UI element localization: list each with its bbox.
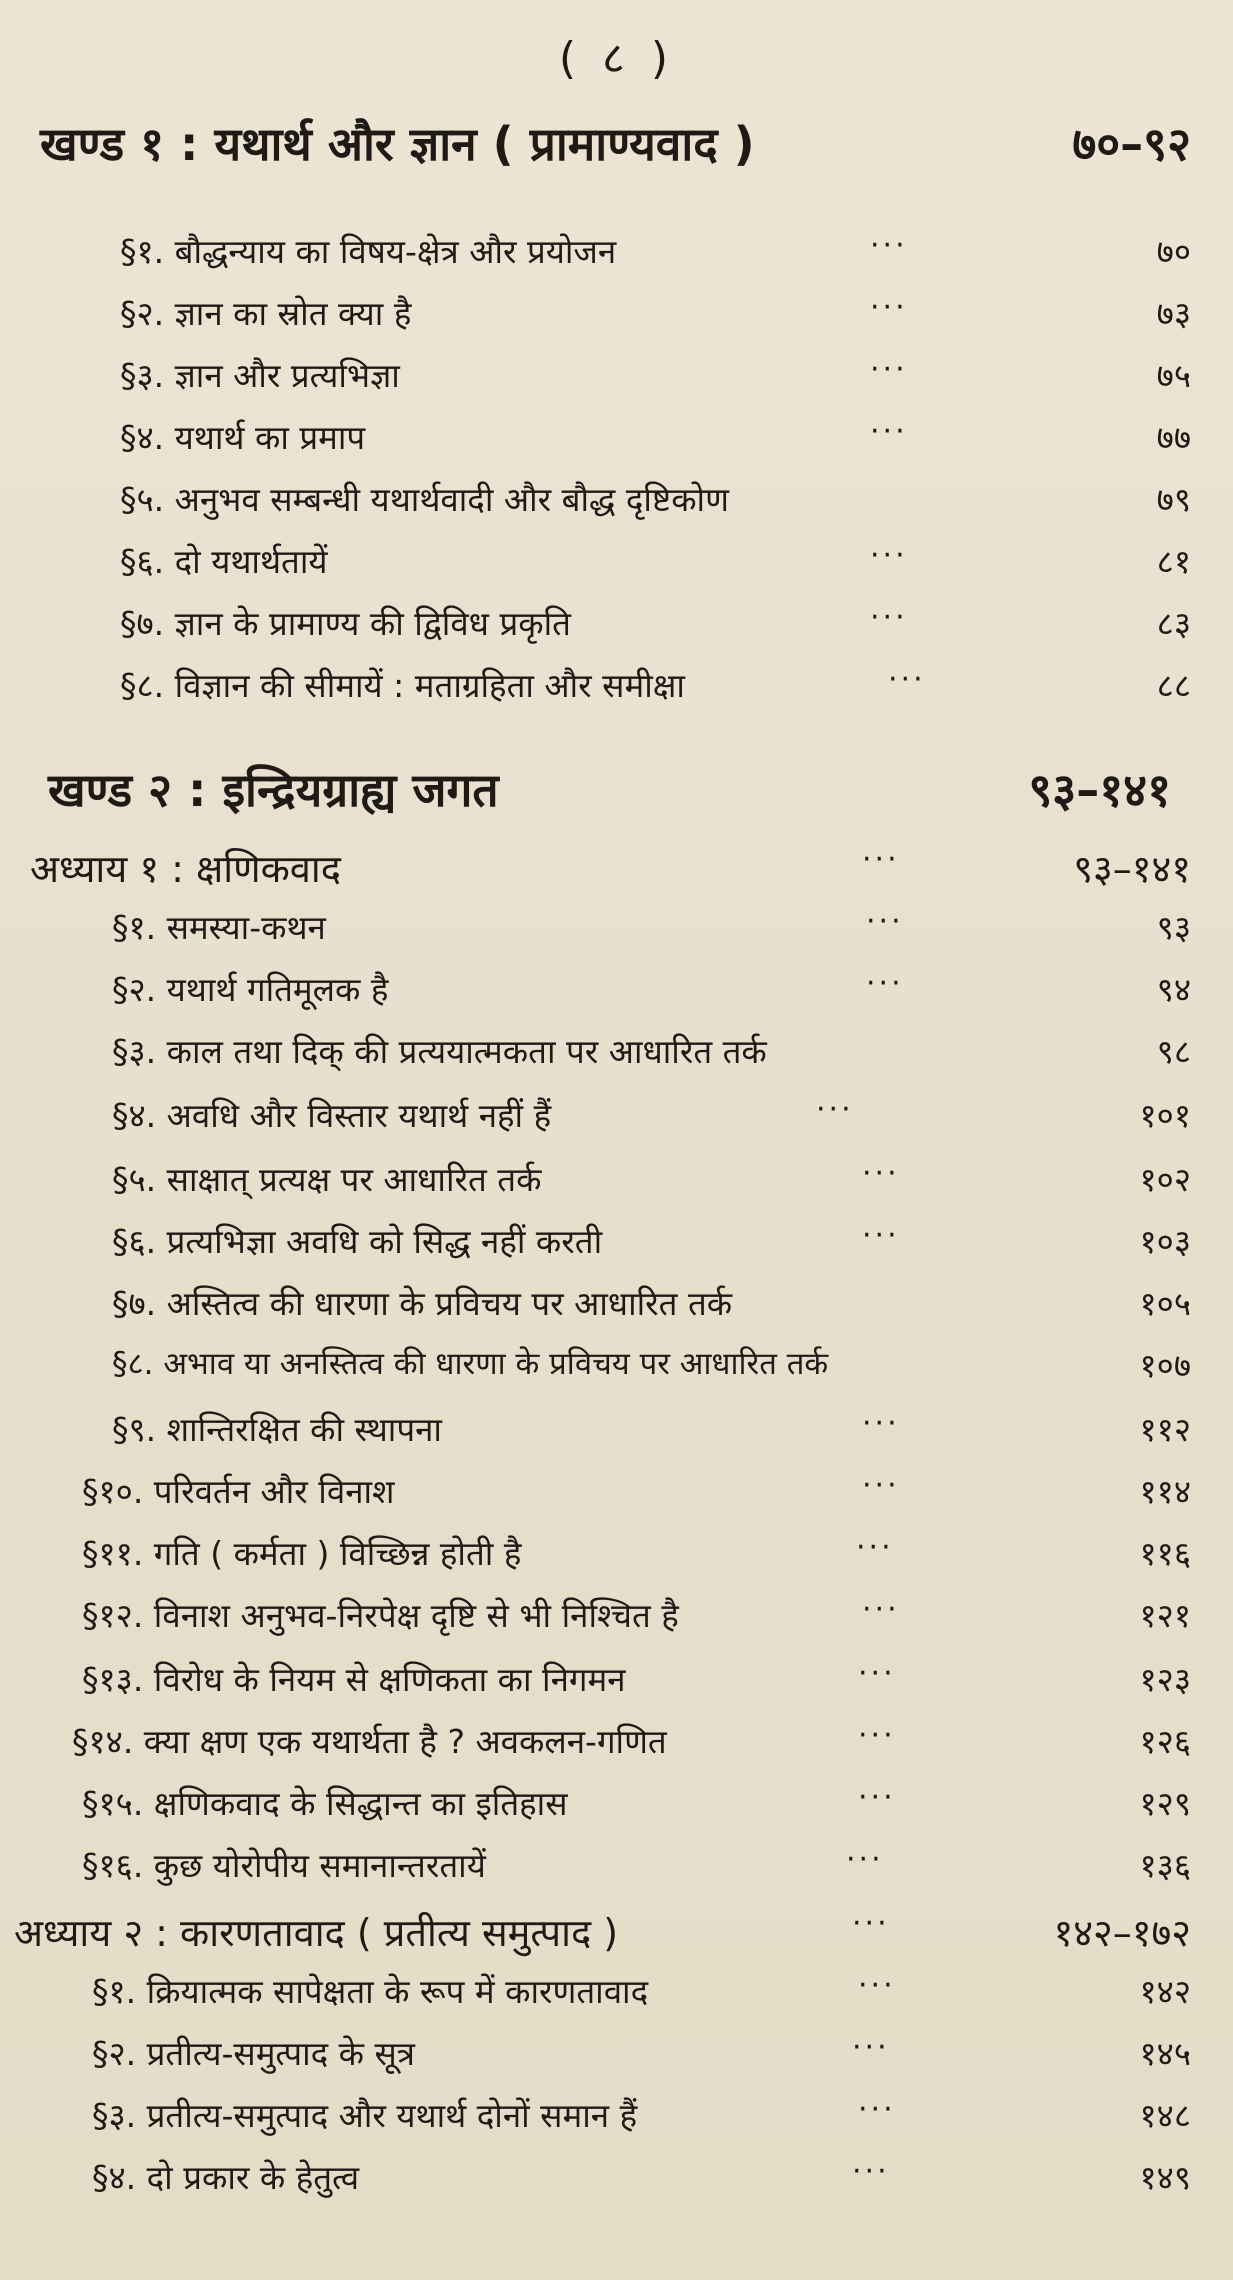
toc-entry-page: १२९ (1139, 1784, 1191, 1823)
leader-dots: ··· (862, 1218, 900, 1253)
toc-entry-page: १३६ (1139, 1846, 1191, 1885)
toc-entry-title: §२. ज्ञान का स्रोत क्या है (120, 294, 412, 333)
leader-dots: ··· (858, 1968, 896, 2003)
toc-entry-page: १२६ (1139, 1722, 1191, 1761)
leader-dots: ··· (870, 414, 908, 449)
toc-entry (0, 1092, 1233, 1142)
toc-entry-title: §३. ज्ञान और प्रत्यभिज्ञा (120, 356, 400, 395)
adhyaya-heading (0, 1906, 1233, 1956)
toc-entry-page: ८८ (1156, 666, 1191, 705)
toc-entry-page: १२३ (1139, 1660, 1191, 1699)
adhyaya-pages: ९३–१४१ (1073, 847, 1191, 891)
leader-dots: ··· (870, 538, 908, 573)
toc-entry (0, 600, 1233, 650)
leader-dots: ··· (858, 1780, 896, 1815)
toc-entry-title: §५. अनुभव सम्बन्धी यथार्थवादी और बौद्ध दृष्टिकोण (120, 480, 729, 519)
khanda-heading (0, 112, 1233, 171)
toc-entry-title: §५. साक्षात् प्रत्यक्ष पर आधारित तर्क (112, 1160, 542, 1199)
page-number: ( ८ ) (558, 33, 675, 84)
toc-entry-title: §२. यथार्थ गतिमूलक है (112, 970, 389, 1009)
toc-entry (0, 1842, 1233, 1892)
toc-entry-page: ७७ (1156, 418, 1191, 457)
leader-dots: ··· (862, 1468, 900, 1503)
toc-entry (0, 476, 1233, 526)
toc-entry (0, 1718, 1233, 1768)
toc-entry (0, 1780, 1233, 1830)
toc-entry-page: १०७ (1139, 1346, 1191, 1385)
leader-dots: ··· (862, 1156, 900, 1191)
toc-entry-title: §९. शान्तिरक्षित की स्थापना (112, 1410, 442, 1449)
adhyaya-pages: १४२–१७२ (1053, 1911, 1191, 1955)
leader-dots: ··· (870, 228, 908, 263)
leader-dots: ··· (888, 662, 926, 697)
leader-dots: ··· (852, 1906, 890, 1941)
leader-dots: ··· (858, 1718, 896, 1753)
toc-entry-page: ११६ (1139, 1534, 1191, 1573)
toc-entry-title: §३. प्रतीत्य-समुत्पाद और यथार्थ दोनों समान हैं (92, 2096, 638, 2135)
toc-entry-page: १०२ (1139, 1160, 1191, 1199)
toc-entry-title: §१. समस्या-कथन (112, 908, 326, 947)
toc-entry-page: ७५ (1156, 356, 1191, 395)
toc-entry-page: १४८ (1139, 2096, 1191, 2135)
toc-entry-page: १०१ (1139, 1096, 1191, 1135)
toc-entry-title: §६. दो यथार्थतायें (120, 542, 328, 581)
toc-entry (0, 352, 1233, 402)
khanda-pages: ७०–९२ (1072, 117, 1191, 171)
toc-entry (0, 1968, 1233, 2018)
toc-entry-page: १२१ (1139, 1596, 1191, 1635)
toc-entry (0, 2092, 1233, 2142)
toc-entry-title: §१. क्रियात्मक सापेक्षता के रूप में कारणतावाद (92, 1972, 649, 2011)
toc-entry-page: १०३ (1139, 1222, 1191, 1261)
toc-entry (0, 966, 1233, 1016)
leader-dots: ··· (862, 1406, 900, 1441)
adhyaya-heading (0, 842, 1233, 892)
toc-entry (0, 1592, 1233, 1642)
toc-entry (0, 414, 1233, 464)
toc-entry-title: §१६. कुछ योरोपीय समानान्तरतायें (82, 1846, 486, 1885)
toc-entry-page: ८३ (1156, 604, 1191, 643)
toc-entry-title: §३. काल तथा दिक् की प्रत्ययात्मकता पर आधारित तर्क (112, 1032, 767, 1071)
toc-entry-page: ९३ (1156, 908, 1191, 947)
toc-entry (0, 228, 1233, 278)
toc-entry-title: §४. यथार्थ का प्रमाप (120, 418, 366, 457)
leader-dots: ··· (858, 2092, 896, 2127)
toc-entry (0, 1468, 1233, 1518)
leader-dots: ··· (852, 2030, 890, 2065)
toc-entry (0, 662, 1233, 712)
adhyaya-title: अध्याय १ : क्षणिकवाद (30, 847, 341, 891)
leader-dots: ··· (870, 600, 908, 635)
toc-entry-title: §७. ज्ञान के प्रामाण्य की द्विविध प्रकृति (120, 604, 571, 643)
toc-entry-title: §२. प्रतीत्य-समुत्पाद के सूत्र (92, 2034, 416, 2073)
toc-entry-title: §१२. विनाश अनुभव-निरपेक्ष दृष्टि से भी निश्चित है (82, 1596, 679, 1635)
toc-entry-title: §१५. क्षणिकवाद के सिद्धान्त का इतिहास (82, 1784, 568, 1823)
toc-entry (0, 1280, 1233, 1330)
toc-entry-page: १४५ (1139, 2034, 1191, 2073)
leader-dots: ··· (856, 1530, 894, 1565)
leader-dots: ··· (870, 352, 908, 387)
toc-entry (0, 1406, 1233, 1456)
toc-entry-title: §१३. विरोध के नियम से क्षणिकता का निगमन (82, 1660, 626, 1699)
toc-entry-page: ७३ (1156, 294, 1191, 333)
toc-entry-title: §१०. परिवर्तन और विनाश (82, 1472, 395, 1511)
toc-entry-title: §१. बौद्धन्याय का विषय-क्षेत्र और प्रयोजन (120, 232, 617, 271)
toc-entry-title: §७. अस्तित्व की धारणा के प्रविचय पर आधारित तर्क (112, 1284, 733, 1323)
toc-entry-page: ११२ (1139, 1410, 1191, 1449)
leader-dots: ··· (866, 966, 904, 1001)
leader-dots: ··· (866, 904, 904, 939)
toc-entry-page: १४२ (1139, 1972, 1191, 2011)
khanda-title: खण्ड २ : इन्द्रियग्राह्य जगत (48, 763, 499, 817)
leader-dots: ··· (862, 842, 900, 877)
toc-entry (0, 1342, 1233, 1392)
toc-entry (0, 2030, 1233, 2080)
leader-dots: ··· (852, 2154, 890, 2189)
toc-entry (0, 290, 1233, 340)
leader-dots: ··· (846, 1842, 884, 1877)
toc-entry (0, 904, 1233, 954)
khanda-pages: ९३–१४१ (1028, 763, 1171, 817)
toc-entry-page: १०५ (1139, 1284, 1191, 1323)
toc-entry-page: ११४ (1139, 1472, 1191, 1511)
khanda-title: खण्ड १ : यथार्थ और ज्ञान ( प्रामाण्यवाद ) (40, 117, 755, 171)
toc-entry (0, 538, 1233, 588)
toc-entry (0, 1218, 1233, 1268)
adhyaya-title: अध्याय २ : कारणतावाद ( प्रतीत्य समुत्पाद ) (14, 1911, 619, 1955)
leader-dots: ··· (862, 1592, 900, 1627)
leader-dots: ··· (870, 290, 908, 325)
toc-entry-title: §८. विज्ञान की सीमायें : मताग्रहिता और समीक्षा (120, 666, 685, 705)
toc-entry-page: ९८ (1156, 1032, 1191, 1071)
toc-entry-title: §१४. क्या क्षण एक यथार्थता है ? अवकलन-गणित (72, 1722, 667, 1761)
toc-entry-page: १४९ (1139, 2158, 1191, 2197)
toc-entry (0, 1656, 1233, 1706)
toc-entry (0, 2154, 1233, 2204)
khanda-heading (0, 758, 1233, 817)
toc-entry-page: ७० (1156, 232, 1191, 271)
toc-entry (0, 1028, 1233, 1078)
toc-entry-page: ७९ (1156, 480, 1191, 519)
toc-entry-title: §८. अभाव या अनस्तित्व की धारणा के प्रविचय पर आधारित तर्क (112, 1346, 829, 1382)
toc-entry (0, 1156, 1233, 1206)
toc-entry-title: §११. गति ( कर्मता ) विच्छिन्न होती है (82, 1534, 522, 1573)
leader-dots: ··· (816, 1092, 854, 1127)
leader-dots: ··· (858, 1656, 896, 1691)
toc-entry-page: ९४ (1156, 970, 1191, 1009)
toc-entry-page: ८१ (1156, 542, 1191, 581)
toc-entry-title: §४. अवधि और विस्तार यथार्थ नहीं हैं (112, 1096, 552, 1135)
toc-entry-title: §४. दो प्रकार के हेतुत्व (92, 2158, 360, 2197)
toc-entry-title: §६. प्रत्यभिज्ञा अवधि को सिद्ध नहीं करती (112, 1222, 603, 1261)
toc-entry (0, 1530, 1233, 1580)
